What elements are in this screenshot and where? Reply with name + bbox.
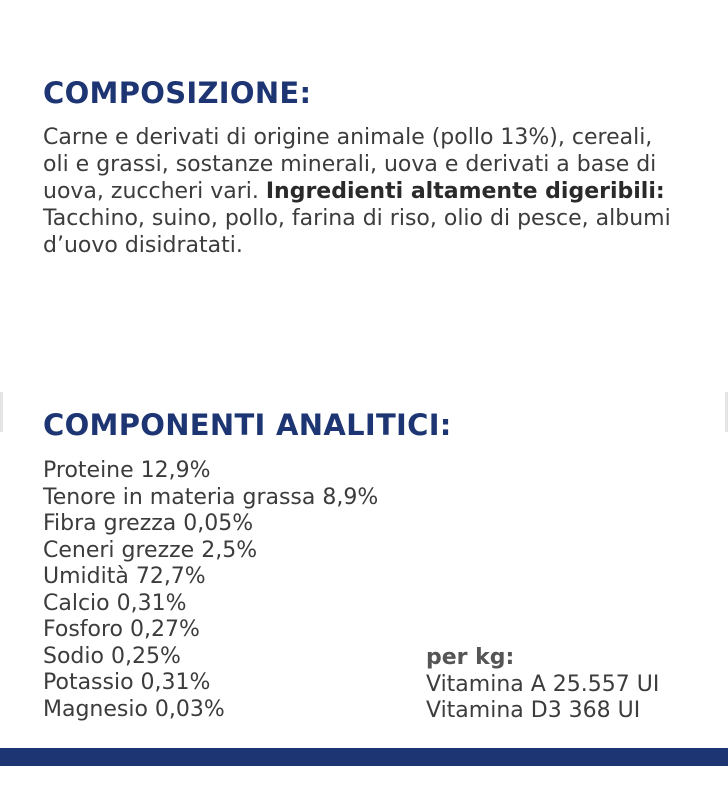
analytic-item-potassio: Potassio 0,31% xyxy=(43,670,211,695)
highlight-text: Tacchino, suino, pollo, farina di riso, olio di pesce, albumi d’uovo disidratati. xyxy=(43,206,671,258)
left-edge-mark xyxy=(0,392,3,432)
bottom-accent-bar xyxy=(0,748,728,766)
vitamin-d3-item: Vitamina D3 368 UI xyxy=(426,698,641,723)
analytic-item-fosforo: Fosforo 0,27% xyxy=(43,617,200,642)
highlight-label: Ingredienti altamente digeribili: xyxy=(265,179,665,204)
vitamins-list xyxy=(426,645,659,725)
analytic-item-ceneri: Ceneri grezze 2,5% xyxy=(43,537,258,563)
analytic-item-umidita: Umidità 72,7% xyxy=(43,564,206,589)
analytic-item-magnesio: Magnesio 0,03% xyxy=(43,696,225,722)
composition-text xyxy=(43,124,683,259)
per-kg-label: per kg: xyxy=(426,645,515,670)
analytic-item-proteine: Proteine 12,9% xyxy=(43,458,211,483)
analytic-components-heading: COMPONENTI ANALITICI: xyxy=(43,408,452,442)
analytic-item-grassi: Tenore in materia grassa 8,9% xyxy=(43,484,379,510)
analytic-item-sodio: Sodio 0,25% xyxy=(43,643,181,669)
analytic-item-calcio: Calcio 0,31% xyxy=(43,590,187,616)
vitamin-a-item: Vitamina A 25.557 UI xyxy=(426,671,660,697)
analytic-item-fibra: Fibra grezza 0,05% xyxy=(43,511,254,536)
analytic-list xyxy=(43,458,378,723)
composition-intro: Carne e derivati di origine animale (pollo 13%), cereali, oli e grassi, sostanze minerali, uova e derivati a base di uova, zuccheri vari. xyxy=(43,125,657,204)
composition-heading: COMPOSIZIONE: xyxy=(43,76,312,110)
